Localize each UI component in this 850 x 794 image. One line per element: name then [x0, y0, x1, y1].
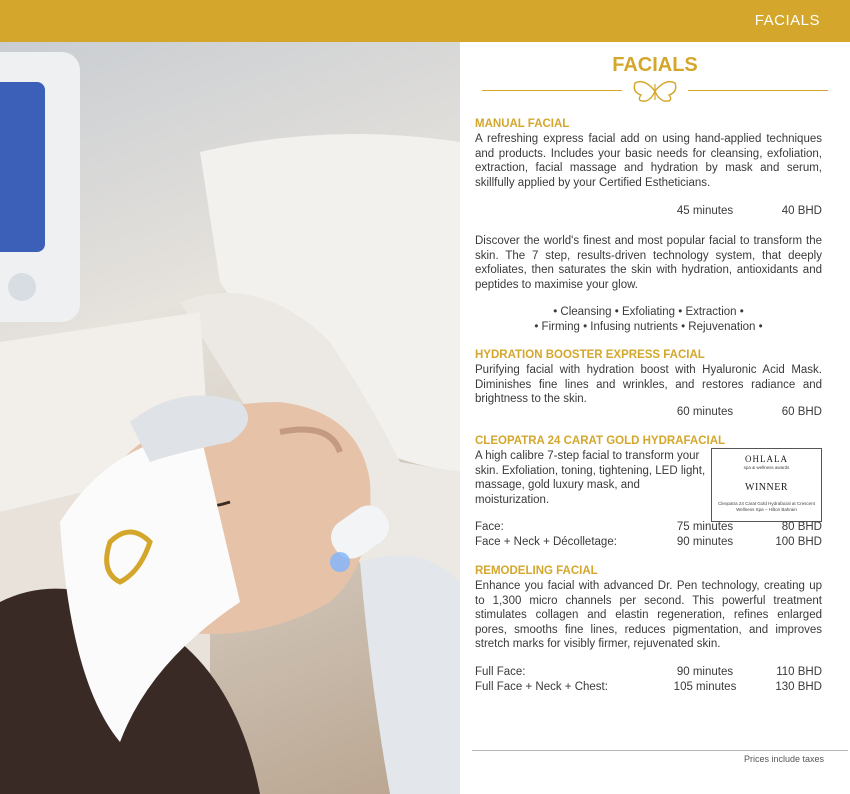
cleopatra-option-duration: 75 minutes: [676, 521, 734, 533]
remodeling-price-row: [475, 681, 822, 696]
cleopatra-option-label: Face + Neck + Décolletage:: [475, 536, 617, 548]
prices-note: Prices include taxes: [743, 754, 824, 764]
award-badge: [711, 448, 822, 522]
award-caption: Cleopatra 24 Carat Gold Hydrafacial at Crescent Wellness Spa – Hilton Bahrain: [718, 501, 815, 512]
remodeling-option-price: 130 BHD: [775, 681, 822, 693]
hydration-facial-price: 60 BHD: [781, 406, 822, 418]
remodeling-option-duration: 90 minutes: [676, 666, 734, 678]
remodeling-option-duration: 105 minutes: [673, 681, 737, 693]
hydrafacial-intro: Discover the world's finest and most popular facial to transform the skin. The 7 step, results-driven technology system, that deeply exfoliates, then saturates the skin with hydration, antioxidants and peptides to maximise your glow.: [475, 235, 822, 291]
manual-facial-duration: 45 minutes: [676, 205, 734, 217]
manual-facial-price-row: [475, 205, 822, 220]
award-brand: OHLALA: [745, 454, 788, 464]
cleopatra-facial-title: CLEOPATRA 24 CARAT GOLD HYDRAFACIAL: [475, 435, 726, 447]
award-winner: WINNER: [745, 482, 788, 493]
remodeling-price-row: [475, 666, 822, 681]
manual-facial-description: A refreshing express facial add on using hand-applied techniques and products. Includes your basic needs for cleansing, exfoliation, extraction, facial massage and hydration by mask and serum, skillfully applied by your Certified Estheticians.: [475, 133, 822, 189]
cleopatra-price-row: [475, 536, 822, 551]
butterfly-ornament-icon: [632, 78, 678, 104]
ornament-divider-right: [688, 90, 828, 91]
steps-line-1: • Cleansing • Exfoliating • Extraction •: [553, 306, 744, 318]
hydration-facial-description: Purifying facial with hydration boost with Hyaluronic Acid Mask. Diminishes fine lines and wrinkles, and restores radiance and brightness to the skin.: [475, 364, 822, 406]
cleopatra-price-row: [475, 521, 822, 536]
remodeling-option-label: Full Face:: [475, 666, 526, 678]
section-label: FACIALS: [754, 12, 820, 29]
hydration-facial-duration: 60 minutes: [676, 406, 734, 418]
hydration-facial-title: HYDRATION BOOSTER EXPRESS FACIAL: [475, 349, 705, 361]
remodeling-facial-description: Enhance you facial with advanced Dr. Pen technology, creating up to 1,300 micro channels per second. This powerful treatment stimulates collagen and elastin regeneration, refines enlarged pores, smooths fine lines, reduces pigmentation, and improves stretch marks for visibly firmer, rejuvenated skin.: [475, 580, 822, 651]
award-tagline: spa & wellness awards: [743, 465, 790, 470]
cleopatra-option-price: 100 BHD: [775, 536, 822, 548]
hydration-facial-price-row: [475, 406, 822, 421]
page-title: FACIALS: [612, 54, 698, 76]
steps-line-2: • Firming • Infusing nutrients • Rejuvenation •: [534, 321, 763, 333]
facial-photo-illustration: [0, 42, 460, 794]
cleopatra-option-duration: 90 minutes: [676, 536, 734, 548]
cleopatra-option-price: 80 BHD: [781, 521, 822, 533]
facial-treatment-photo: [0, 42, 460, 794]
footer-divider: [472, 750, 848, 751]
manual-facial-price: 40 BHD: [781, 205, 822, 217]
cleopatra-facial-description: A high calibre 7-step facial to transform your skin. Exfoliation, toning, tightening, LED light, massage, gold luxury mask, and moisturization.: [475, 450, 706, 506]
facials-menu-panel: [460, 42, 850, 794]
manual-facial-title: MANUAL FACIAL: [475, 118, 570, 130]
cleopatra-option-label: Face:: [475, 521, 504, 533]
remodeling-facial-title: REMODELING FACIAL: [475, 565, 598, 577]
ornament-divider-left: [482, 90, 622, 91]
top-bar: [0, 0, 850, 42]
remodeling-option-label: Full Face + Neck + Chest:: [475, 681, 608, 693]
remodeling-option-price: 110 BHD: [776, 666, 822, 678]
